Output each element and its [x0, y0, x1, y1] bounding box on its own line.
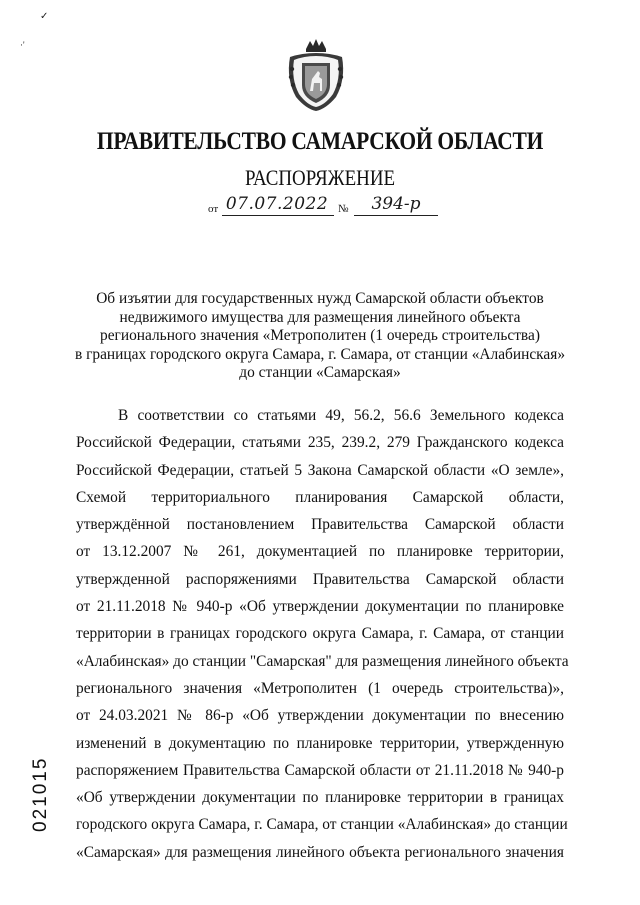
body-line: «Самарская» для размещения линейного объекта регионального значения	[76, 843, 564, 861]
subject-line: Об изъятии для государственных нужд Самарской области объектов	[96, 290, 544, 307]
body-line: регионального значения «Метрополитен (1 очередь строительства)»,	[76, 679, 564, 697]
body-line: от 24.03.2021 № 86-р «Об утверждении документации по внесению	[76, 707, 564, 725]
date-underline	[222, 215, 334, 216]
date-label: от	[208, 203, 219, 215]
body-line: «Алабинская» до станции "Самарская" для размещения линейного объекта	[76, 652, 569, 670]
subject-line: до станции «Самарская»	[239, 364, 401, 382]
document-subject	[60, 290, 580, 383]
subject-line: регионального значения «Метрополитен (1 очередь строительства)	[100, 327, 540, 345]
document-type: РАСПОРЯЖЕНИЕ	[244, 165, 396, 190]
document-dateline	[208, 193, 448, 219]
side-registration-code: 021015	[30, 756, 51, 832]
body-line: утверждённой постановлением Правительства Самарской области	[76, 516, 564, 534]
body-line: утвержденной распоряжениями Правительства Самарской области	[76, 570, 564, 588]
body-line: территории в границах городского округа Самара, г. Самара, от станции	[76, 625, 564, 643]
subject-line: в границах городского округа Самара, г. Самара, от станции «Алабинская»	[74, 345, 566, 363]
body-line: Российской Федерации, статьей 5 Закона Самарской области «О земле»,	[76, 461, 564, 479]
scan-speck: ·'	[20, 40, 25, 50]
subject-line: недвижимого имущества для размещения линейного объекта	[119, 308, 521, 326]
body-line: распоряжением Правительства Самарской области от 21.11.2018 № 940-р	[76, 761, 564, 779]
body-line: городского округа Самара, г. Самара, от станции «Алабинская» до станции	[76, 816, 568, 834]
scan-speck: ✓	[40, 11, 49, 22]
document-number: 394-р	[371, 194, 421, 214]
body-line: изменений в документацию по планировке территории, утвержденную	[76, 734, 564, 752]
number-underline	[354, 215, 438, 216]
body-line: от 21.11.2018 № 940-р «Об утверждении документации по планировке	[76, 598, 564, 616]
document-body	[76, 402, 569, 866]
samara-coat-of-arms-icon	[282, 35, 350, 113]
body-line: В соответствии со статьями 49, 56.2, 56.6 Земельного кодекса	[118, 407, 564, 424]
body-line: Схемой территориального планирования Самарской области,	[76, 488, 564, 506]
government-title: ПРАВИТЕЛЬСТВО САМАРСКОЙ ОБЛАСТИ	[96, 128, 544, 155]
body-line: от 13.12.2007 № 261, документацией по планировке территории,	[76, 543, 564, 561]
number-label: №	[338, 203, 349, 215]
document-date: 07.07.2022	[225, 194, 329, 214]
body-line: «Об утверждении документации по планировке территории в границах	[76, 789, 564, 807]
body-line: Российской Федерации, статьями 235, 239.2, 279 Гражданского кодекса	[76, 434, 564, 452]
